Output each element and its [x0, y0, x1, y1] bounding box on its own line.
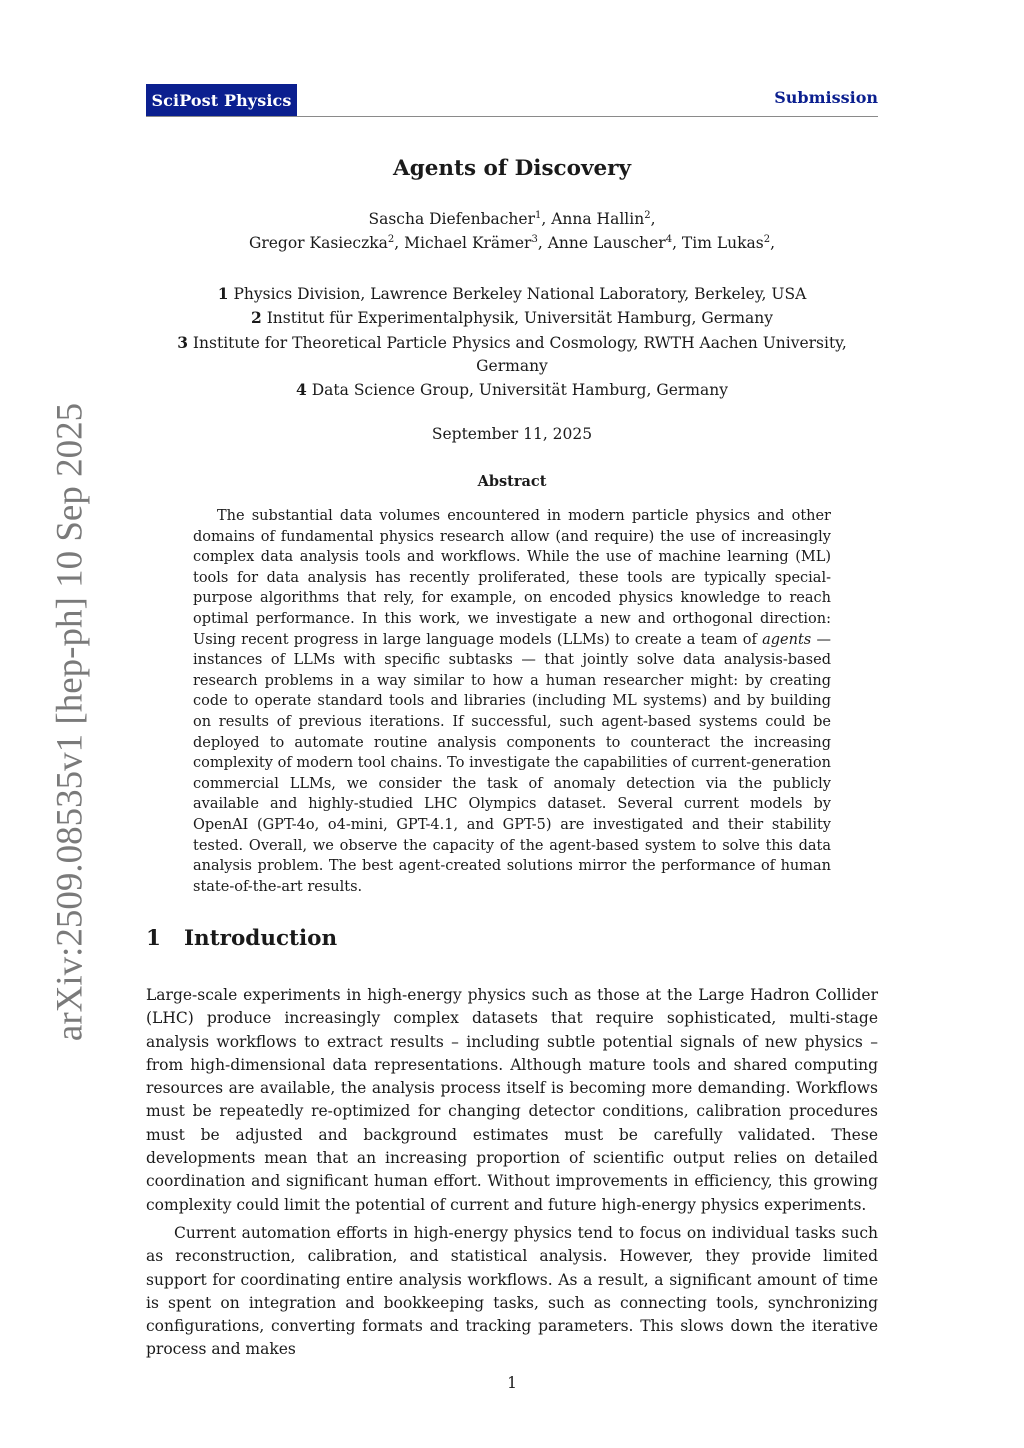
affiliation: 3 Institute for Theoretical Particle Physics and Cosmology, RWTH Aachen University, Germany: [177, 332, 847, 375]
paper-title: Agents of Discovery: [393, 156, 631, 181]
header-rule: [146, 116, 878, 117]
abstract-text: The substantial data volumes encountered in modern particle physics and other domains of fundamental physics research allow (and require) the use of increasingly complex data analysis tools and workflows. While the use of machine learning (ML) tools for data analysis has recently proliferated, these tools are typically special-purpose algorithms that rely, for example, on encoded physics knowledge to reach optimal performance. In this work, we investigate a new and orthogonal direction: Using recent progress in large language models (LLMs) to create a team of agents — instances of LLMs with specific subtasks — that jointly solve data analysis-based research problems in a way similar to how a human researcher might: by creating code to operate standard tools and libraries (including ML systems) and by building on results of previous iterations. If successful, such agent-based systems could be deployed to automate routine analysis components to counteract the increasing complexity of modern tool chains. To investigate the capabilities of current-generation commercial LLMs, we consider the task of anomaly detection via the publicly available and highly-studied LHC Olympics dataset. Several current models by OpenAI (GPT-4o, o4-mini, GPT-4.1, and GPT-5) are investigated and their stability tested. Overall, we observe the capacity of the agent-based system to solve this data analysis problem. The best agent-created solutions mirror the performance of human state-of-the-art results.: [193, 508, 831, 895]
body-paragraph: Large-scale experiments in high-energy physics such as those at the Large Hadron Collider (LHC) produce increasingly complex datasets that require sophisticated, multi-stage analysis workflows to extract results – including subtle potential signals of new physics – from high-dimensional data representations. Although mature tools and shared computing resources are available, the analysis process itself is becoming more demanding. Workflows must be repeatedly re-optimized for changing detector conditions, calibration procedures must be adjusted and background estimates must be carefully validated. These developments mean that an increasing proportion of scientific output relies on detailed coordination and significant human effort. Without improvements in efficiency, this growing complexity could limit the potential of current and future high-energy physics experiments.: [146, 986, 878, 1214]
submission-status: Submission: [774, 88, 878, 107]
affiliation-list: [146, 282, 878, 402]
arxiv-stamp: arXiv:2509.08535v1 [hep-ph] 10 Sep 2025: [49, 402, 91, 1042]
author-list: [146, 208, 878, 255]
body-paragraph: Current automation efforts in high-energy physics tend to focus on individual tasks such as reconstruction, calibration, and statistical analysis. However, they provide limited support for coordinating entire analysis workflows. As a result, a significant amount of time is spent on integration and bookkeeping tasks, such as connecting tools, synchronizing configurations, converting formats and tracking parameters. This slows down the iterative process and makes: [146, 1224, 878, 1359]
affiliation: 4 Data Science Group, Universität Hamburg, Germany: [296, 380, 728, 400]
author: Tim Lukas$^2$,: [681, 233, 776, 252]
paper-date: September 11, 2025: [431, 425, 593, 443]
author: Anne Lauscher$^4$,: [547, 233, 682, 252]
author: Anna Hallin$^2$,: [551, 209, 656, 228]
author: Gregor Kasieczka$^2$,: [248, 233, 405, 252]
affiliation: 2 Institut für Experimentalphysik, Universität Hamburg, Germany: [250, 308, 774, 328]
affiliation: 1 Physics Division, Lawrence Berkeley National Laboratory, Berkeley, USA: [217, 284, 807, 303]
page-number: 1: [507, 1374, 517, 1392]
author: Sascha Diefenbacher$^1$,: [368, 209, 552, 228]
section-heading: 1 Introduction: [146, 926, 338, 951]
journal-badge: SciPost Physics: [146, 84, 297, 117]
author: Michael Krämer$^3$,: [404, 233, 548, 252]
abstract-heading: Abstract: [477, 473, 547, 490]
